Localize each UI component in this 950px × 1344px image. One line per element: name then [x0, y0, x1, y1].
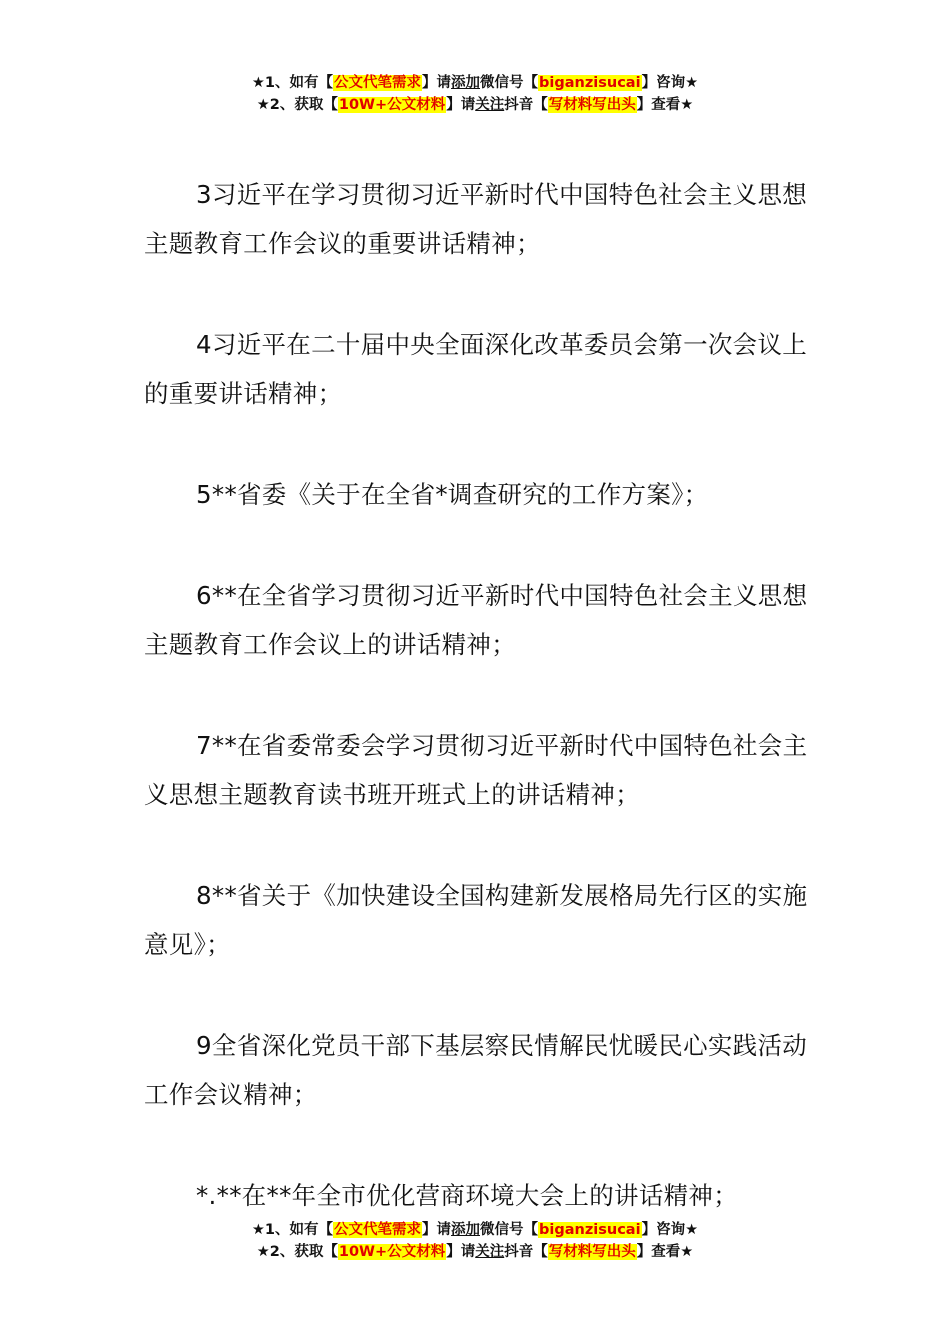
paragraph-6: 6**在全省学习贯彻习近平新时代中国特色社会主义思想主题教育工作会议上的讲话精神；	[144, 581, 808, 659]
paragraph-10: *.**在**年全市优化营商环境大会上的讲话精神；	[196, 1181, 739, 1210]
banner-text: ★1、如有【	[251, 75, 334, 91]
paragraph-9: 9全省深化党员干部下基层察民情解民忧暖民心实践活动工作会议精神；	[144, 1031, 808, 1109]
banner-underline: 添加	[451, 1222, 481, 1238]
banner-text: ★1、如有【	[251, 1222, 334, 1238]
paragraph-3: 3习近平在学习贯彻习近平新时代中国特色社会主义思想主题教育工作会议的重要讲话精神；	[144, 180, 808, 258]
banner-text: 抖音【	[504, 97, 548, 113]
banner-underline: 关注	[475, 97, 505, 113]
banner-underline: 关注	[475, 1244, 505, 1260]
banner-text: 】查看★	[636, 97, 694, 113]
banner-highlight: 写材料写出头	[548, 97, 636, 113]
banner-line-2	[0, 1241, 950, 1263]
banner-text: 微信号【	[480, 75, 539, 91]
paragraph-7: 7**在省委常委会学习贯彻习近平新时代中国特色社会主义思想主题教育读书班开班式上的讲话精神；	[144, 731, 808, 809]
banner-text: 微信号【	[480, 1222, 539, 1238]
paragraph-4: 4习近平在二十届中央全面深化改革委员会第一次会议上的重要讲话精神；	[144, 330, 808, 408]
banner-text: 】请	[422, 1222, 452, 1238]
banner-highlight: 写材料写出头	[548, 1244, 636, 1260]
paragraph-5: 5**省委《关于在全省*调查研究的工作方案》；	[196, 480, 709, 509]
banner-highlight: biganzisucai	[539, 1222, 641, 1238]
banner-line-1	[0, 72, 950, 94]
banner-text: ★2、获取【	[256, 1244, 338, 1260]
banner-highlight: 公文代笔需求	[334, 1222, 422, 1238]
paragraph-8: 8**省关于《加快建设全国构建新发展格局先行区的实施意见》；	[144, 881, 808, 959]
banner-line-1	[0, 1219, 950, 1241]
banner-text: ★2、获取【	[256, 97, 338, 113]
banner-highlight: 公文代笔需求	[334, 75, 422, 91]
banner-text: 抖音【	[504, 1244, 548, 1260]
banner-text: 】咨询★	[641, 75, 699, 91]
document-body	[144, 170, 809, 1220]
banner-highlight: 10W+公文材料	[338, 97, 446, 113]
banner-text: 】咨询★	[641, 1222, 699, 1238]
banner-text: 】请	[446, 97, 476, 113]
banner-text: 】请	[446, 1244, 476, 1260]
banner-text: 】查看★	[636, 1244, 694, 1260]
banner-text: 】请	[422, 75, 452, 91]
banner-highlight: biganzisucai	[539, 75, 641, 91]
bottom-banner	[0, 1219, 950, 1263]
banner-line-2	[0, 94, 950, 116]
banner-underline: 添加	[451, 75, 481, 91]
top-banner	[0, 72, 950, 116]
banner-highlight: 10W+公文材料	[338, 1244, 446, 1260]
